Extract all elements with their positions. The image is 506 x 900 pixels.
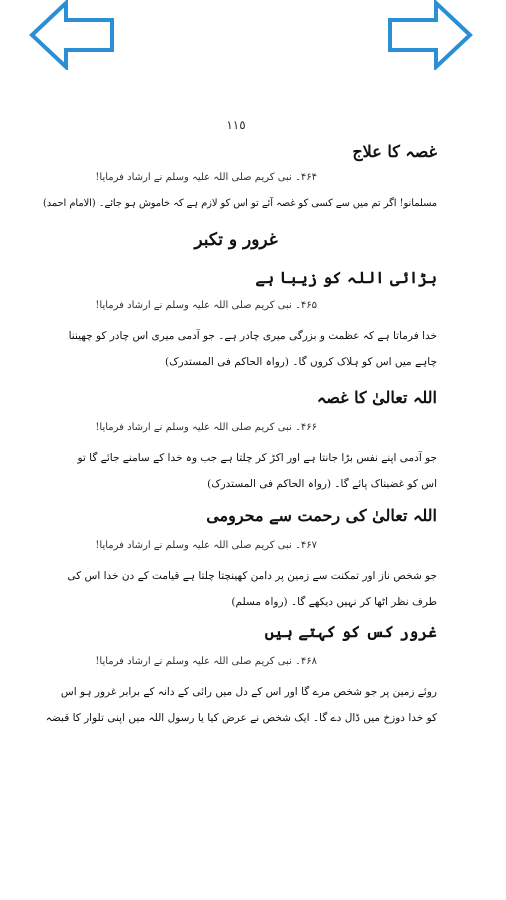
body-line: چاہے میں اس کو ہلاک کروں گا۔ (رواہ الحاکم فی المستدرک) [164,356,437,368]
hadith-intro: ۴۶۸۔ نبی کریم صلی اللہ علیہ وسلم نے ارشاد فرمایا! [95,656,317,667]
section-heading: اللہ تعالیٰ کی رحمت سے محرومی [206,506,437,525]
section-heading: غصہ کا علاج [352,142,437,161]
body-line: طرف نظر اٹھا کر نہیں دیکھے گا۔ (رواہ مسلم) [231,596,437,608]
body-line: اس کو غضبناک پائے گا۔ (رواہ الحاکم فی المستدرک) [207,478,437,490]
hadith-intro: ۴۶۵۔ نبی کریم صلی اللہ علیہ وسلم نے ارشاد فرمایا! [95,300,317,311]
right-arrow-icon[interactable] [388,0,474,70]
chapter-title: غرور و تکبر [194,230,278,250]
left-arrow-icon[interactable] [28,0,114,70]
hadith-intro: ۴۶۴۔ نبی کریم صلی اللہ علیہ وسلم نے ارشاد فرمایا! [95,172,317,183]
hadith-intro: ۴۶۷۔ نبی کریم صلی اللہ علیہ وسلم نے ارشاد فرمایا! [95,540,317,551]
body-line: روئے زمین پر جو شخص مرے گا اور اس کے دل میں رائی کے دانہ کے برابر غرور ہو اس [60,686,437,698]
page-number: ١١٥ [226,118,246,132]
body-line: مسلمانو! اگر تم میں سے کسی کو غصہ آئے تو اس کو لازم ہے کہ خاموش ہو جائے۔ (الامام احمد) [42,198,437,209]
body-line: کو خدا دوزخ میں ڈال دے گا۔ ایک شخص نے عرض کیا یا رسول اللہ میں اپنی تلوار کا قبضہ [45,712,437,724]
body-line: خدا فرماتا ہے کہ عظمت و بزرگی میری چادر ہے۔ جو آدمی میری اس چادر کو چھیننا [68,330,437,342]
book-page [35,118,437,738]
section-heading: بڑائی اللہ کو زیبا ہے [255,268,437,287]
hadith-intro: ۴۶۶۔ نبی کریم صلی اللہ علیہ وسلم نے ارشاد فرمایا! [95,422,317,433]
section-heading: غرور کس کو کہتے ہیں [264,622,437,641]
section-heading: اللہ تعالیٰ کا غصہ [316,388,437,407]
body-line: جو شخص ناز اور تمکنت سے زمین پر دامن کھینچتا چلتا ہے قیامت کے دن خدا اس کی [67,570,437,582]
body-line: جو آدمی اپنے نفس بڑا جانتا ہے اور اکڑ کر چلتا ہے جب وہ خدا کے سامنے جائے گا تو [77,452,437,464]
